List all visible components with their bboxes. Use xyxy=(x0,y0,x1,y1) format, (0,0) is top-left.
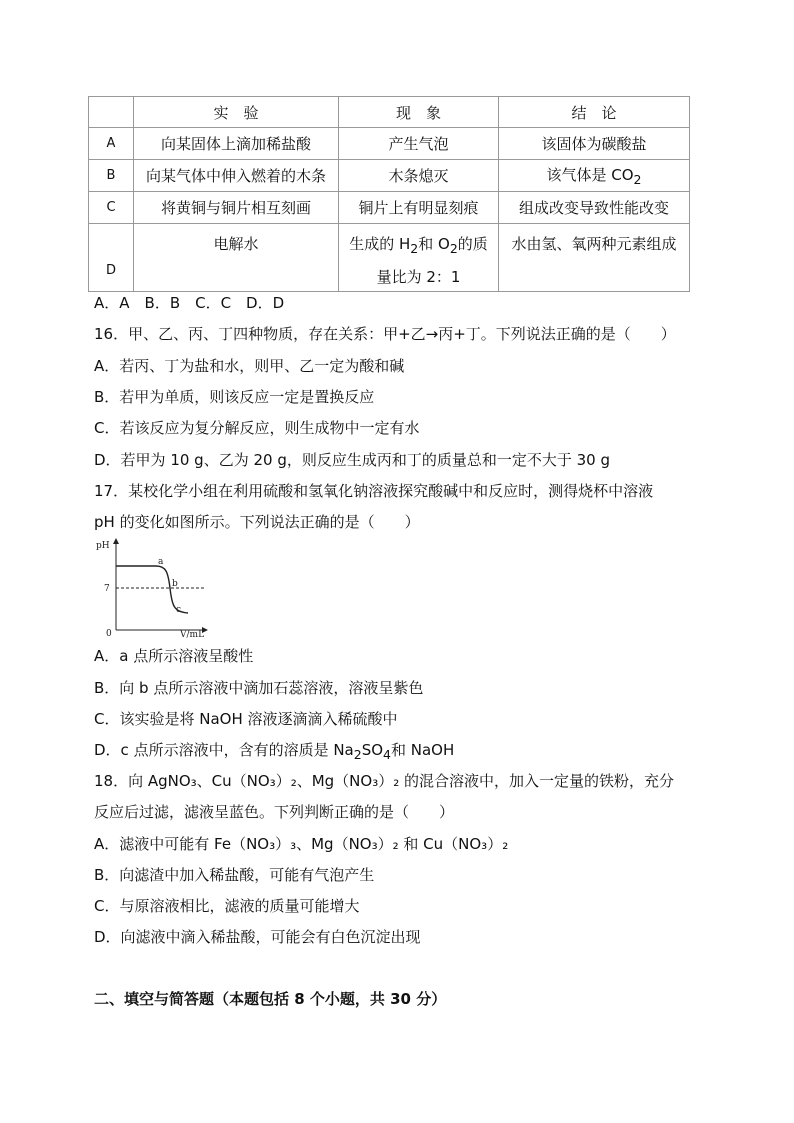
q18-option-d: D．向滤液中滴入稀盐酸，可能会有白色沉淀出现 xyxy=(94,928,421,946)
experiment-table xyxy=(88,96,690,292)
q17-stem-line1: 17．某校化学小组在利用硫酸和氢氧化钠溶液探究酸碱中和反应时，测得烧杯中溶液 xyxy=(94,482,654,500)
phenomenon-cell xyxy=(339,224,499,292)
option-text: 和 NaOH xyxy=(390,741,455,759)
subscript: 2 xyxy=(353,747,362,762)
q16-option-a: A．若丙、丁为盐和水，则甲、乙一定为酸和碱 xyxy=(94,357,405,375)
q17-option-c: C．该实验是将 NaOH 溶液逐滴滴入稀硫酸中 xyxy=(94,710,398,728)
q16-option-b: B．若甲为单质，则该反应一定是置换反应 xyxy=(94,388,375,406)
conclusion-cell xyxy=(499,160,690,192)
point-label-c: c xyxy=(176,605,182,615)
conclusion-cell: 该固体为碳酸盐 xyxy=(499,128,690,160)
phenomenon-cell: 铜片上有明显刻痕 xyxy=(339,192,499,224)
q16-option-c: C．若该反应为复分解反应，则生成物中一定有水 xyxy=(94,419,420,437)
y-axis-label: pH xyxy=(96,541,110,551)
header-cell: 现 象 xyxy=(339,97,499,128)
experiment-cell: 向某气体中伸入燃着的木条 xyxy=(134,160,339,192)
row-label: B xyxy=(89,160,134,192)
table-header-row xyxy=(89,97,690,128)
y-tick-label: 7 xyxy=(104,584,110,594)
table-row xyxy=(89,224,690,292)
row-label: A xyxy=(89,128,134,160)
ph-chart xyxy=(96,538,211,638)
phenomenon-cell: 产生气泡 xyxy=(339,128,499,160)
subscript: 2 xyxy=(410,241,419,256)
table-row xyxy=(89,160,690,192)
q18-option-c: C．与原溶液相比，滤液的质量可能增大 xyxy=(94,897,360,915)
phenomenon-text: 生成的 H xyxy=(349,235,411,253)
subscript: 4 xyxy=(383,747,391,762)
origin-label: 0 xyxy=(106,629,112,638)
point-label-b: b xyxy=(172,579,178,589)
subscript: 2 xyxy=(633,172,642,187)
phenomenon-text: 和 O xyxy=(418,235,450,253)
experiment-cell: 向某固体上滴加稀盐酸 xyxy=(134,128,339,160)
q18-option-b: B．向滤渣中加入稀盐酸，可能有气泡产生 xyxy=(94,866,375,884)
table-row xyxy=(89,192,690,224)
q17-option-a: A．a 点所示溶液呈酸性 xyxy=(94,647,254,665)
header-cell: 结 论 xyxy=(499,97,690,128)
q17-option-b: B．向 b 点所示溶液中滴加石蕊溶液，溶液呈紫色 xyxy=(94,679,424,697)
phenomenon-cell: 木条熄灭 xyxy=(339,160,499,192)
phenomenon-text: 的质 xyxy=(457,235,488,253)
q18-stem-line2: 反应后过滤，滤液呈蓝色。下列判断正确的是（ ） xyxy=(94,803,455,821)
header-cell: 实 验 xyxy=(134,97,339,128)
phenomenon-text: 量比为 2：1 xyxy=(376,268,461,286)
subscript: 2 xyxy=(449,241,458,256)
q18-stem-line1: 18．向 AgNO₃、Cu（NO₃）₂、Mg（NO₃）₂ 的混合溶液中，加入一定量的铁粉，充分 xyxy=(94,772,675,790)
conclusion-cell: 组成改变导致性能改变 xyxy=(499,192,690,224)
x-axis-label: V/mL xyxy=(180,630,205,638)
row-label: C xyxy=(89,192,134,224)
header-cell xyxy=(89,97,134,128)
q18-option-a: A．滤液中可能有 Fe（NO₃）₃、Mg（NO₃）₂ 和 Cu（NO₃）₂ xyxy=(94,835,509,853)
q16-stem: 16．甲、乙、丙、丁四种物质，存在关系：甲+乙→丙+丁。下列说法正确的是（ ） xyxy=(94,325,676,343)
option-text: SO xyxy=(361,741,384,759)
point-label-a: a xyxy=(158,557,164,567)
conclusion-text: 该气体是 CO xyxy=(546,166,634,184)
table-row xyxy=(89,128,690,160)
conclusion-cell: 水由氢、氧两种元素组成 xyxy=(499,224,690,292)
q17-option-d xyxy=(94,739,454,762)
q15-options: A．A B．B C．C D．D xyxy=(94,294,285,312)
y-axis-arrow xyxy=(113,538,119,544)
q16-option-d: D．若甲为 10 g、乙为 20 g，则反应生成丙和丁的质量总和一定不大于 30 g xyxy=(94,451,610,469)
option-text: D．c 点所示溶液中，含有的溶质是 Na xyxy=(94,741,354,759)
experiment-cell: 电解水 xyxy=(134,224,339,292)
section-title: 二、填空与简答题（本题包括 8 个小题，共 30 分） xyxy=(94,990,447,1008)
experiment-cell: 将黄铜与铜片相互刻画 xyxy=(134,192,339,224)
row-label: D xyxy=(89,224,134,292)
q17-stem-line2: pH 的变化如图所示。下列说法正确的是（ ） xyxy=(94,513,420,531)
